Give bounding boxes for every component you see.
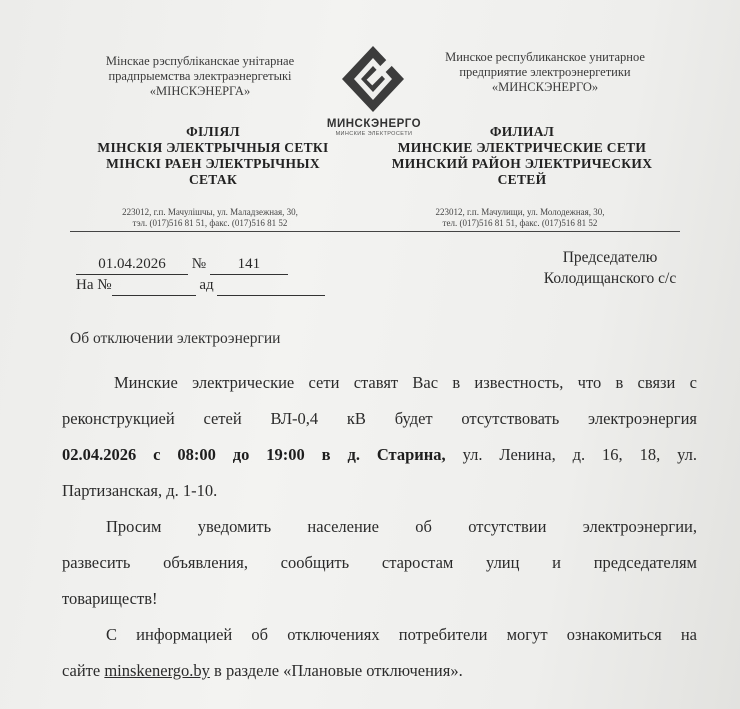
- logo-subtitle: МИНСКИЕ ЭЛЕКТРОСЕТИ: [335, 131, 413, 137]
- org-line: «МІНСКЭНЕРГА»: [149, 84, 251, 98]
- branch-line: СЕТАК: [188, 172, 238, 187]
- website-link[interactable]: minskenergo.by: [104, 661, 210, 680]
- body-text-fragment: в разделе «Плановые отключения».: [209, 661, 463, 680]
- recipient-line: Председателю: [562, 249, 658, 266]
- address-line: 223012, г.п. Мачулішчы, ул. Маладзежная, 30,: [122, 207, 298, 217]
- branch-name-russian: [372, 124, 672, 188]
- outage-streets: ул. Ленина, д. 16, 18, ул.: [445, 445, 697, 464]
- body-line: Просим уведомить население об отсутствии электроэнергии,: [106, 517, 697, 536]
- body-line: развесить объявления, сообщить старостам улиц и председателям: [62, 553, 697, 572]
- logo-diamond-icon: [340, 44, 406, 114]
- date-number-row: [76, 254, 336, 275]
- branch-line: МИНСКИЙ РАЙОН ЭЛЕКТРИЧЕСКИХ: [391, 156, 653, 171]
- org-line: «МИНСКЭНЕРГО»: [491, 80, 599, 94]
- branch-line: МІНСКІ РАЕН ЭЛЕКТРЫЧНЫХ: [106, 156, 320, 171]
- branch-name-belarusian: [78, 124, 348, 188]
- reply-label: На №: [76, 277, 112, 293]
- branch-line: ФІЛІЯЛ: [186, 124, 240, 139]
- org-line: прадпрыемства электраэнергетыкі: [108, 69, 292, 83]
- company-logo: [340, 44, 406, 114]
- org-name-belarusian: [85, 54, 315, 99]
- body-line: С информацией об отключениях потребители могут ознакомиться на: [106, 625, 697, 644]
- letter-date: 01.04.2026: [76, 254, 188, 275]
- address-russian: [400, 207, 640, 229]
- body-line: Партизанская, д. 1-10.: [62, 481, 218, 500]
- reply-number-blank: [112, 275, 196, 296]
- org-name-russian: [425, 50, 665, 95]
- body-text-fragment: сайте: [62, 661, 105, 680]
- letter-subject: Об отключении электроэнергии: [70, 330, 281, 347]
- reply-from-label: ад: [199, 277, 214, 293]
- org-line: Минское республиканское унитарное: [445, 50, 645, 64]
- branch-line: СЕТЕЙ: [497, 172, 547, 187]
- branch-line: ФИЛИАЛ: [489, 124, 555, 139]
- logo-wordmark: МИНСКЭНЕРГО: [326, 118, 422, 130]
- body-line: [62, 437, 697, 473]
- recipient: [510, 247, 710, 289]
- header-divider: [70, 231, 680, 232]
- branch-line: МИНСКИЕ ЭЛЕКТРИЧЕСКИЕ СЕТИ: [397, 140, 647, 155]
- org-line: предприятие электроэнергетики: [459, 65, 631, 79]
- reply-row: [76, 275, 336, 296]
- reference-block: [76, 254, 336, 296]
- body-line: реконструкцией сетей ВЛ-0,4 кВ будет отсутствовать электроэнергия: [62, 409, 697, 428]
- body-line: [62, 653, 697, 689]
- branch-line: МІНСКІЯ ЭЛЕКТРЫЧНЫЯ СЕТКІ: [97, 140, 329, 155]
- letter-number: 141: [210, 254, 288, 275]
- address-line: 223012, г.п. Мачулищи, ул. Молодежная, 30,: [435, 207, 605, 217]
- body-line: товариществ!: [62, 589, 158, 608]
- outage-datetime-location: 02.04.2026 с 08:00 до 19:00 в д. Старина,: [62, 445, 446, 464]
- reply-date-blank: [217, 275, 325, 296]
- address-line: тэл. (017)516 81 51, факс. (017)516 81 52: [132, 218, 288, 228]
- letter-body: [62, 365, 697, 689]
- address-line: тел. (017)516 81 51, факс. (017)516 81 52: [442, 218, 598, 228]
- recipient-line: Колодищанского с/с: [543, 270, 677, 287]
- org-line: Мінскае рэспубліканскае унітарнае: [105, 54, 295, 68]
- body-line: Минские электрические сети ставят Вас в известность, что в связи с: [114, 373, 697, 392]
- number-label: №: [191, 256, 207, 272]
- address-belarusian: [90, 207, 330, 229]
